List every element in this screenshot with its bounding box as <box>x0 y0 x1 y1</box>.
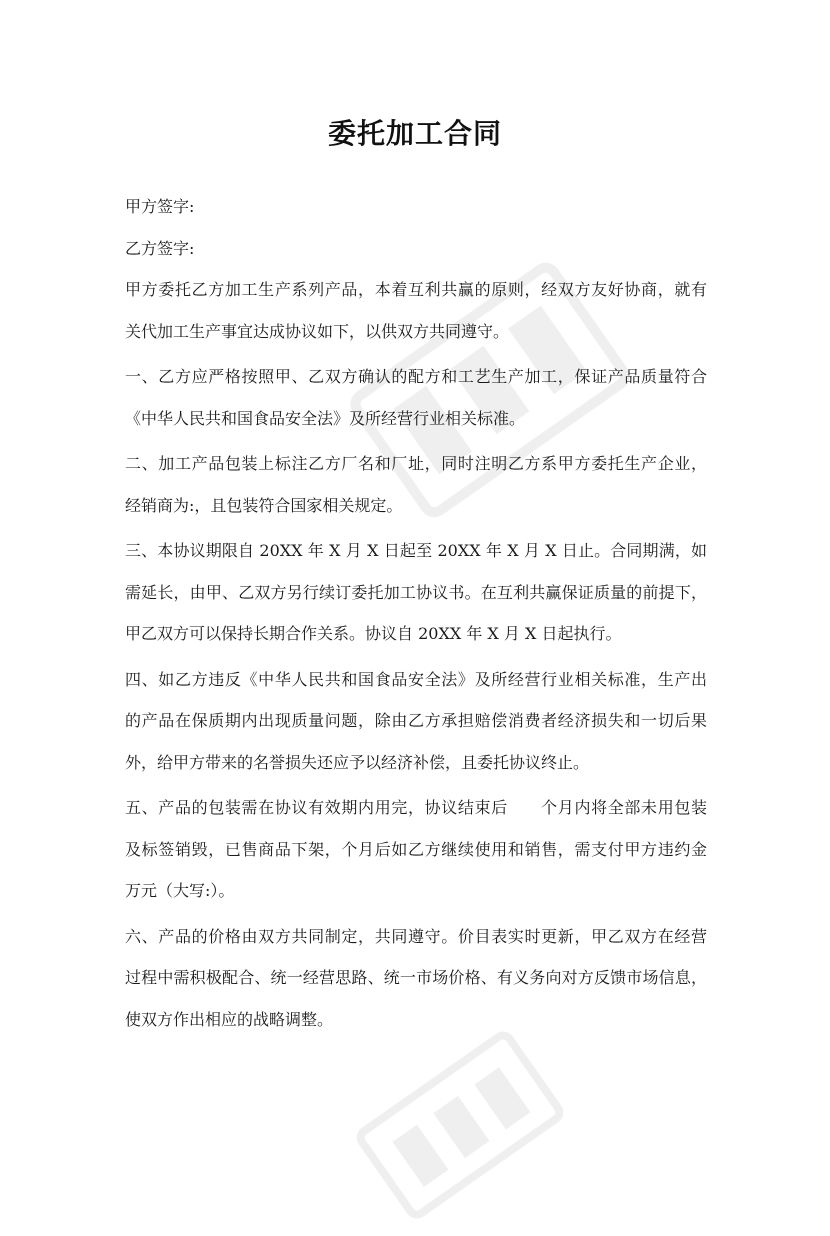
party-b-signature-label: 乙方签字: <box>125 238 195 258</box>
paragraph-line: 经销商为:，且包装符合国家相关规定。 <box>125 495 403 515</box>
paragraph-line: 六、产品的价格由双方共同制定，共同遵守。价目表实时更新，甲乙双方在经营 <box>125 926 707 946</box>
paragraph-line: 外，给甲方带来的名誉损失还应予以经济补偿，且委托协议终止。 <box>125 752 590 772</box>
paragraph-line: 使双方作出相应的战略调整。 <box>125 1009 334 1029</box>
paragraph-line: 《中华人民共和国食品安全法》及所经营行业相关标准。 <box>125 408 526 428</box>
paragraph-clause-1 <box>125 356 707 439</box>
paragraph-line: 甲乙双方可以保持长期合作关系。协议自 20XX 年 X 月 X 日起执行。 <box>125 624 622 643</box>
paragraph-clause-3 <box>125 530 707 655</box>
paragraph-clause-5 <box>125 787 707 912</box>
document-title: 委托加工合同 <box>327 117 502 150</box>
paragraph-clause-4 <box>125 659 707 784</box>
paragraph-line: 一、乙方应严格按照甲、乙双方确认的配方和工艺生产加工，保证产品质量符合 <box>125 367 707 386</box>
paragraph-line: 及标签销毁，已售商品下架，个月后如乙方继续使用和销售，需支付甲方违约金 <box>125 839 707 859</box>
party-a-signature-label: 甲方签字: <box>125 197 195 216</box>
paragraph-line: 五、产品的包装需在协议有效期内用完，协议结束后 个月内将全部未用包装 <box>125 798 707 817</box>
paragraph-line: 需延长，由甲、乙双方另行续订委托加工协议书。在互利共赢保证质量的前提下， <box>125 582 707 602</box>
paragraph-clause-6 <box>125 916 707 1041</box>
paragraph-intro <box>125 269 707 352</box>
paragraph-line: 三、本协议期限自 20XX 年 X 月 X 日起至 20XX 年 X 月 X 日止。合同期满，如 <box>125 541 707 560</box>
paragraph-line: 二、加工产品包装上标注乙方厂名和厂址，同时注明乙方系甲方委托生产企业， <box>125 454 707 473</box>
watermark-stamp-icon <box>341 1014 579 1235</box>
paragraph-clause-2 <box>125 443 707 526</box>
paragraph-line: 的产品在保质期内出现质量问题，除由乙方承担赔偿消费者经济损失和一切后果 <box>125 711 707 730</box>
paragraph-line: 万元（大写:）。 <box>125 881 235 900</box>
document-body <box>125 186 707 1044</box>
paragraph-line: 过程中需积极配合、统一经营思路、统一市场价格、有义务向对方反馈市场信息， <box>125 968 707 987</box>
paragraph-line: 四、如乙方违反《中华人民共和国食品安全法》及所经营行业相关标准，生产出 <box>125 669 707 689</box>
paragraph-line: 关代加工生产事宜达成协议如下，以供双方共同遵守。 <box>125 321 510 341</box>
paragraph-line: 甲方委托乙方加工生产系列产品，本着互利共赢的原则，经双方友好协商，就有 <box>125 280 707 299</box>
